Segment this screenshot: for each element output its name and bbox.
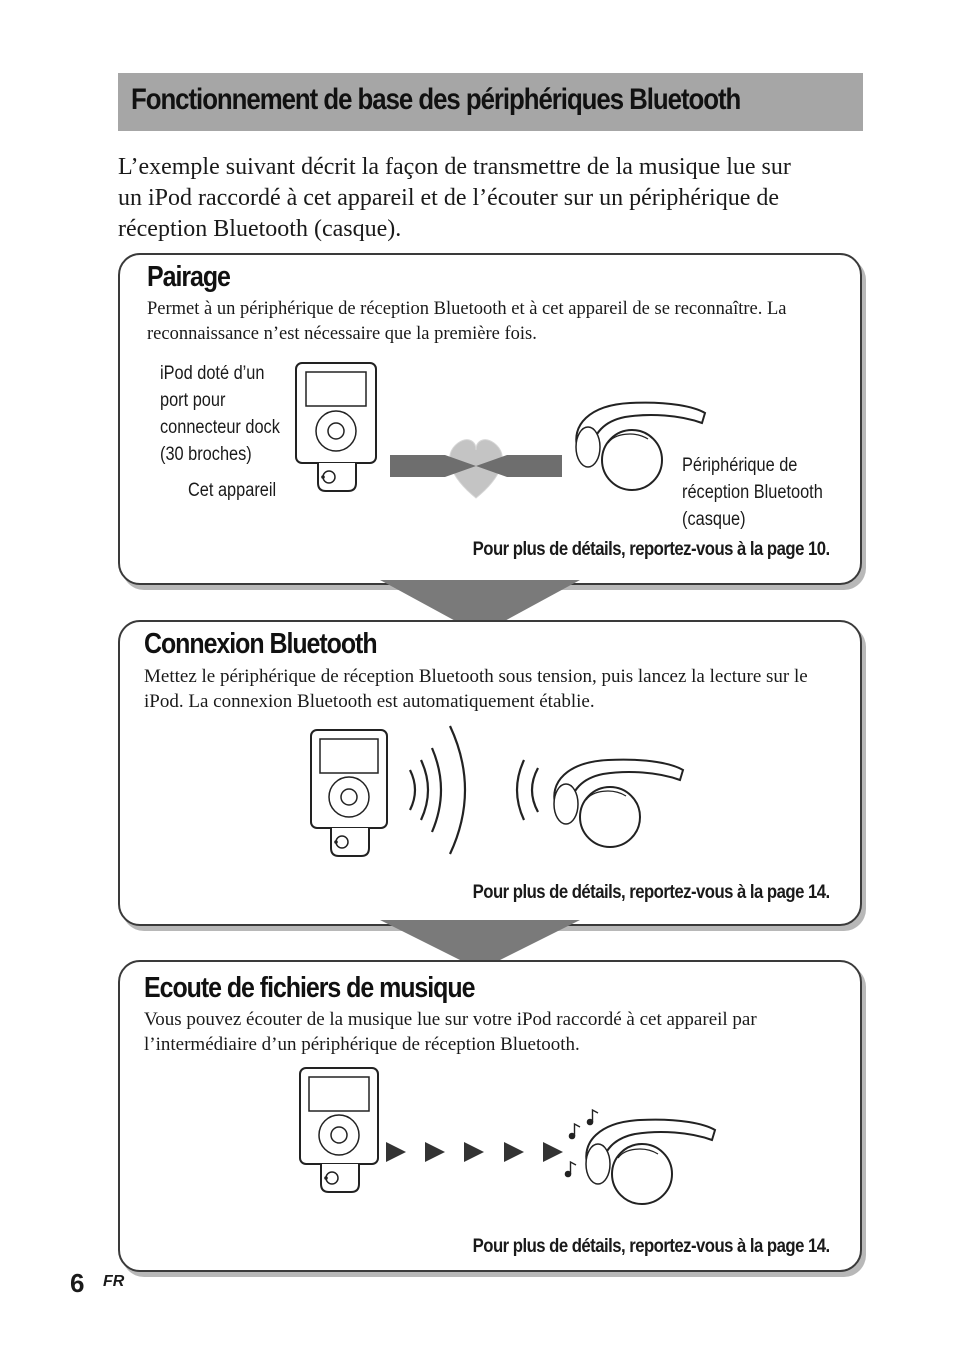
signal-waves-icon xyxy=(517,760,538,820)
ipod-dock-icon xyxy=(311,730,387,856)
caption-line: réception Bluetooth xyxy=(682,482,823,503)
headphones-icon xyxy=(586,1120,715,1204)
headphones-icon xyxy=(576,403,705,490)
listening-illustration xyxy=(120,962,864,1274)
page-language: FR xyxy=(103,1273,125,1290)
page-title: Fonctionnement de base des périphériques Bluetooth xyxy=(131,83,741,116)
caption-line: (30 broches) xyxy=(160,444,252,465)
panel-listening xyxy=(118,960,862,1272)
caption-line: port pour xyxy=(160,390,226,411)
pairing-illustration xyxy=(120,255,864,587)
panel-connection xyxy=(118,620,862,926)
panel-title: Ecoute de fichiers de musique xyxy=(144,972,475,1004)
page-reference: Pour plus de détails, reportez-vous à la page 14. xyxy=(473,1236,830,1257)
panel-title: Pairage xyxy=(147,261,230,293)
caption-line: iPod doté d’un xyxy=(160,363,265,384)
page-reference: Pour plus de détails, reportez-vous à la page 14. xyxy=(473,882,830,903)
intro-paragraph: L’exemple suivant décrit la façon de transmettre de la musique lue sur un iPod raccordé à cet appareil et de l’écouter sur un périphérique de réception Bluetooth (casque). xyxy=(118,154,791,242)
section-title-bar xyxy=(118,73,863,131)
ipod-dock-icon xyxy=(300,1068,378,1192)
signal-waves-icon xyxy=(410,726,465,854)
unit-caption: Cet appareil xyxy=(188,480,277,501)
ipod-dock-icon xyxy=(296,363,376,491)
play-arrow-icon xyxy=(386,1142,563,1162)
caption-line: connecteur dock xyxy=(160,417,280,438)
panel-title: Connexion Bluetooth xyxy=(144,628,377,660)
caption-line: (casque) xyxy=(682,509,746,530)
panel-description: Mettez le périphérique de réception Bluetooth sous tension, puis lancez la lecture sur le iPod. La connexion Bluetooth est automatiquement établie. xyxy=(144,666,808,712)
panel-description: Vous pouvez écouter de la musique lue sur votre iPod raccordé à cet appareil par l’intermédiaire d’un périphérique de réception Bluetooth. xyxy=(144,1009,757,1055)
caption-line: Périphérique de xyxy=(682,455,798,476)
panel-pairing xyxy=(118,253,862,585)
headphones-icon xyxy=(554,760,683,847)
panel-description: Permet à un périphérique de réception Bluetooth et à cet appareil de se reconnaître. La reconnaissance n’est nécessaire que la première fois. xyxy=(147,299,787,344)
page-number: 6 xyxy=(70,1268,85,1298)
page-reference: Pour plus de détails, reportez-vous à la page 10. xyxy=(473,539,830,560)
